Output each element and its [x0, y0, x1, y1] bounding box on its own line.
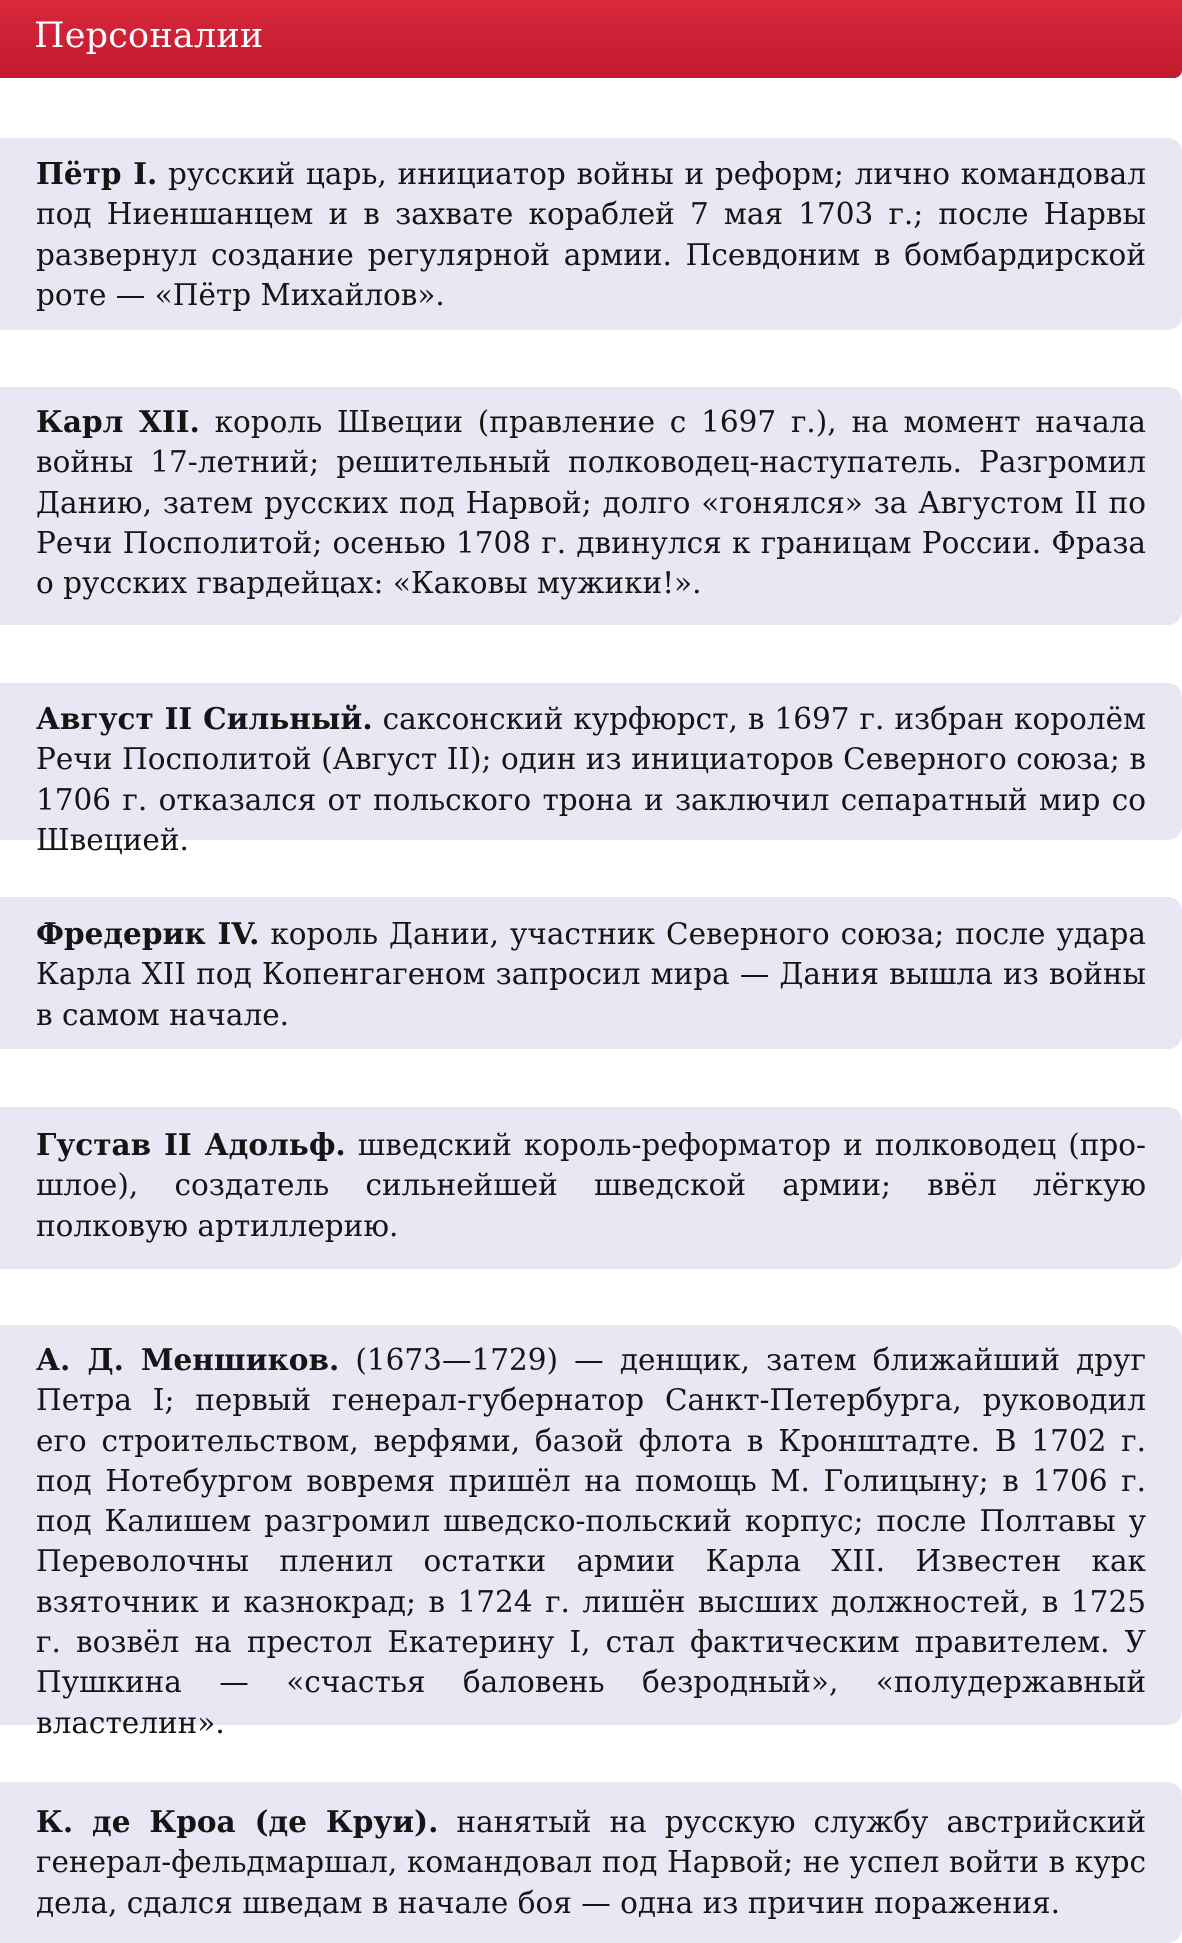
entry-karl-xii — [0, 387, 1182, 625]
entry-gustav-ii-adolf — [0, 1107, 1182, 1269]
section-title: Персоналии — [34, 16, 264, 56]
entry-name: Фредерик IV. — [36, 916, 260, 951]
entry-name: Август II Сильный. — [36, 701, 373, 736]
entry-name: А. Д. Меншиков. — [36, 1342, 340, 1377]
entry-text — [36, 699, 1146, 860]
entry-peter-i — [0, 138, 1182, 330]
entry-frederik-iv — [0, 897, 1182, 1049]
entry-text — [36, 1802, 1146, 1923]
entry-text — [36, 1125, 1146, 1246]
entry-description: король Швеции (правление с 1697 г.), на момент начала войны 17-летний; решительный полководец-наступатель. Разгромил Данию, затем русских под Нарвой; долго «гонялся» за Августом II по Речи Посполитой; осенью 1708 г. двинулся к границам России. Фраза о русских гвардейцах: «Каковы мужики!». — [36, 405, 1147, 601]
entry-name: Густав II Адольф. — [36, 1127, 346, 1162]
entry-text — [36, 1340, 1146, 1743]
entry-description: саксонский курфюрст, в 1697 г. избран королём Речи Посполитой (Август II); один из инициаторов Северного союза; в 1706 г. отказался от польского трона и заключил сепаратный мир со Швецией. — [36, 702, 1146, 857]
entry-text — [36, 914, 1146, 1035]
entry-name: Карл XII. — [36, 404, 200, 439]
entry-description: русский царь, инициатор войны и реформ; лично командовал под Ниеншанцем и в захвате кораблей 7 мая 1703 г.; после Нарвы развернул создание регулярной армии. Псевдоним в бомбардирской роте — «Пётр Михайлов». — [36, 157, 1146, 312]
entry-name: Пётр I. — [36, 156, 158, 191]
entry-de-croy — [0, 1782, 1182, 1943]
entry-description: (1673—1729) — денщик, затем ближайший друг Петра I; первый генерал-губернатор Санкт-Петербурга, руководил его строительством, верфями, базой флота в Кронштадте. В 1702 г. под Нотебургом вовремя пришёл на помощь М. Голицыну; в 1706 г. под Калишем разгромил шведско-польский корпус; после Полтавы у Переволочны пленил остатки армии Карла XII. Известен как взяточник и казнокрад; в 1724 г. лишён высших должностей, в 1725 г. возвёл на престол Екатерину I, стал фактическим правителем. У Пушкина — «счастья баловень безродный», «полудержавный властелин». — [36, 1343, 1146, 1740]
entry-text — [36, 402, 1146, 603]
entry-text — [36, 154, 1146, 315]
entry-description: шведский король-реформатор и полководец (прошлое), создатель сильнейшей шведской армии; ввёл лёгкую полковую артиллерию. — [36, 1128, 1147, 1243]
section-header — [0, 0, 1182, 78]
entry-description: нанятый на русскую службу австрийский генерал-фельдмаршал, командовал под Нарвой; не успел войти в курс дела, сдался шведам в начале боя — одна из причин поражения. — [36, 1805, 1146, 1920]
entry-august-ii — [0, 683, 1182, 857]
entry-description: король Дании, участник Северного союза; после удара Карла XII под Копенгагеном запросил мира — Дания вышла из войны в самом начале. — [36, 917, 1146, 1032]
entry-name: К. де Кроа (де Круи). — [36, 1804, 439, 1839]
entry-menshikov — [0, 1325, 1182, 1740]
